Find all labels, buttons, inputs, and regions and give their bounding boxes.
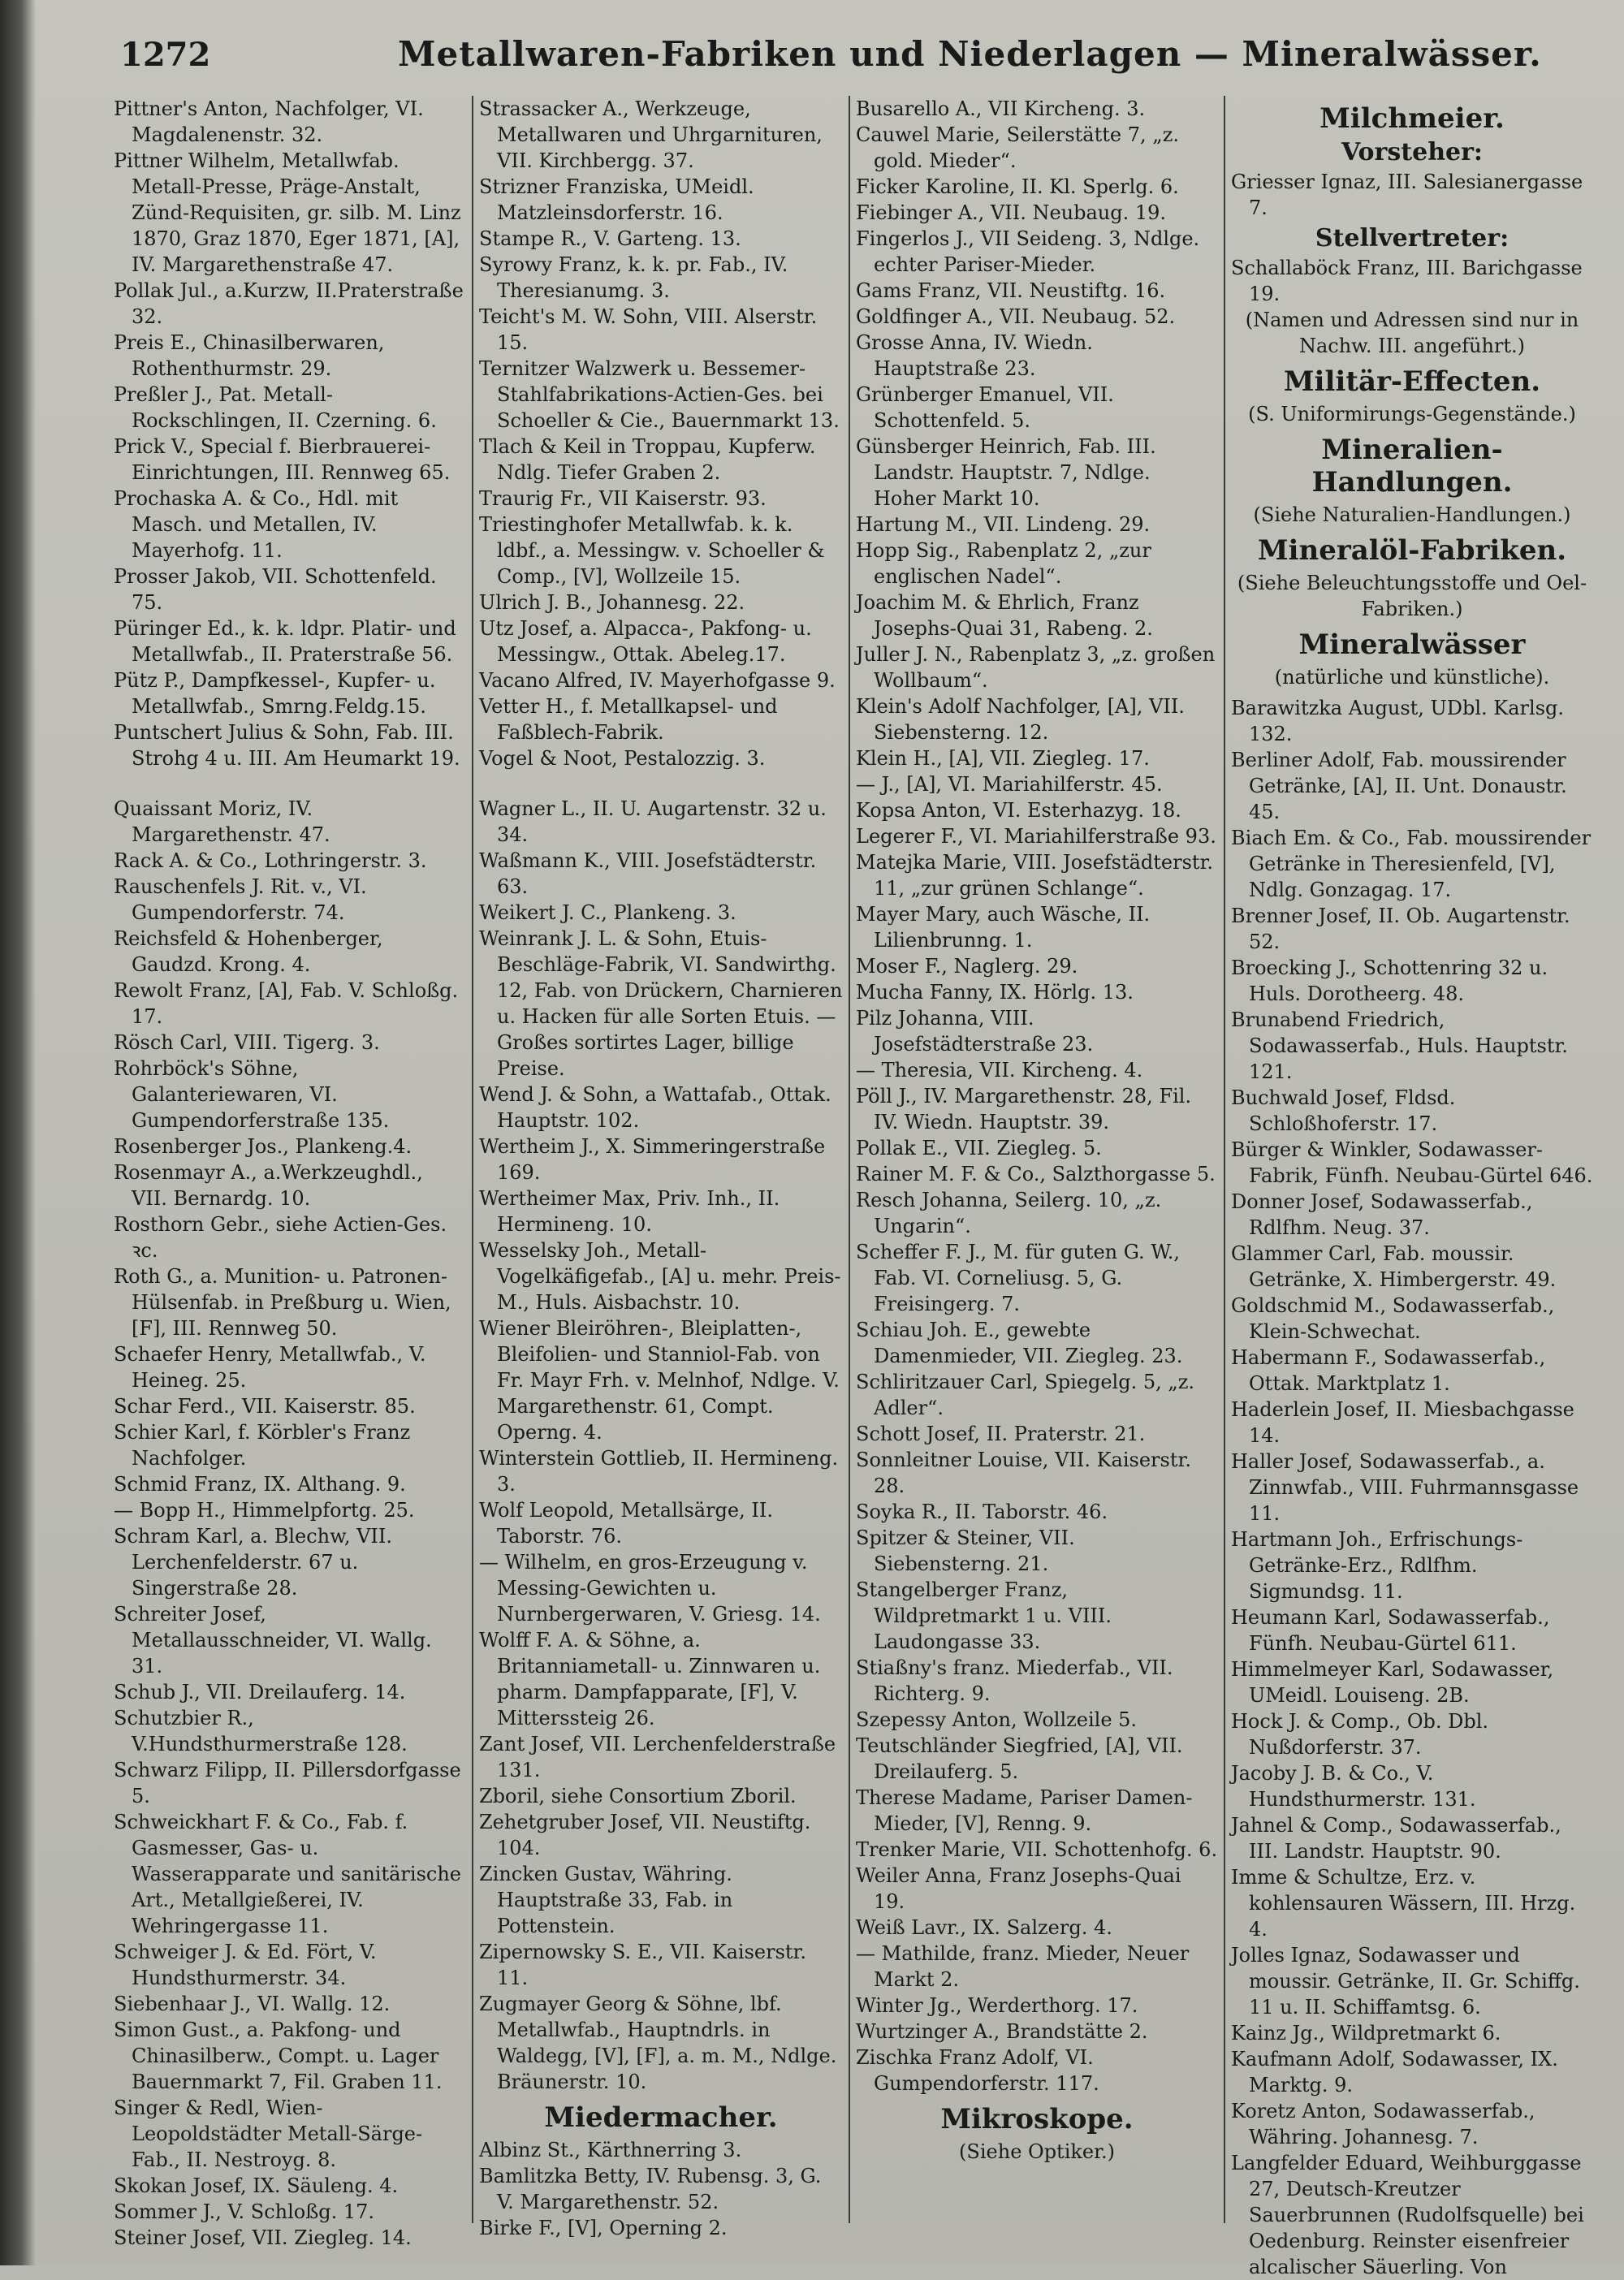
directory-entry: Jacoby J. B. & Co., V. Hundsthurmerstr. 131. [1231,1762,1476,1811]
section-heading: Miedermacher. [544,2101,778,2134]
directory-entry: Vacano Alfred, IV. Mayerhofgasse 9. [479,669,836,692]
directory-entry: Langfelder Eduard, Weihburggasse 27, Deutsch-Kreutzer Sauerbrunnen (Rudolfsquelle) bei Oedenburg. Reinster eisenfreier alcalischer Säuerling. Von [1231,2152,1584,2278]
section-note: (Siehe Optiker.) [959,2140,1115,2163]
directory-entry: Püringer Ed., k. k. ldpr. Platir- und Metallwfab., II. Praterstraße 56. [114,617,456,666]
directory-entry: Broecking J., Schottenring 32 u. Huls. Dorotheerg. 48. [1231,956,1548,1005]
directory-entry: Teicht's M. W. Sohn, VIII. Alserstr. 15. [479,305,818,354]
directory-entry: Zischka Franz Adolf, VI. Gumpendorferstr. 117. [856,2046,1099,2095]
directory-entry: Resch Johanna, Seilerg. 10, „z. Ungarin“. [856,1189,1162,1237]
directory-entry: Pittner Wilhelm, Metallwfab. Metall-Presse, Präge-Anstalt, Zünd-Requisiten, gr. silb. M. Linz 1870, Graz 1870, Eger 1871, [A], IV. Margarethenstraße 47. [114,149,461,276]
directory-entry: Schmid Franz, IX. Althang. 9. [114,1473,406,1496]
directory-entry: Schub J., VII. Dreilauferg. 14. [114,1681,406,1704]
directory-entry: Siebenhaar J., VI. Wallg. 12. [114,1993,391,2015]
directory-entry: Mayer Mary, auch Wäsche, II. Lilienbrunng. 1. [856,903,1151,952]
directory-entry: Rosenberger Jos., Plankeng.4. [114,1135,412,1158]
directory-entry: Kaufmann Adolf, Sodawasser, IX. Marktg. 9. [1231,2048,1558,2096]
directory-entry: Glammer Carl, Fab. moussir. Getränke, X. Himbergerstr. 49. [1231,1242,1557,1291]
directory-entry: — Theresia, VII. Kircheng. 4. [856,1059,1143,1082]
directory-entry: Brunabend Friedrich, Sodawasserfab., Huls. Hauptstr. 121. [1231,1008,1568,1083]
directory-entry: — Wilhelm, en gros-Erzeugung v. Messing-Gewichten u. Nurnbergerwaren, V. Griesg. 14. [479,1551,821,1626]
directory-entry: Skokan Josef, IX. Säuleng. 4. [114,2174,399,2197]
directory-entry: Hartmann Joh., Erfrischungs-Getränke-Erz., Rdlfhm. Sigmundsg. 11. [1231,1528,1523,1603]
directory-entry: Barawitzka August, UDbl. Karlsg. 132. [1231,697,1565,745]
column-rule [472,96,473,2223]
directory-entry: Rosthorn Gebr., siehe Actien-Ges. ꝛc. [114,1213,447,1262]
directory-entry: Pollak E., VII. Ziegleg. 5. [856,1137,1102,1159]
directory-entry: Weikert J. C., Plankeng. 3. [479,901,736,924]
column-rule [1224,96,1225,2223]
directory-entry: Winterstein Gottlieb, II. Hermineng. 3. [479,1447,839,1496]
directory-entry: — Mathilde, franz. Mieder, Neuer Markt 2. [856,1942,1190,1991]
directory-entry: Berliner Adolf, Fab. moussirender Getränke, [A], II. Unt. Donaustr. 45. [1231,749,1567,823]
directory-entry: Stangelberger Franz, Wildpretmarkt 1 u. VIII. Laudongasse 33. [856,1578,1112,1653]
directory-entry: Grünberger Emanuel, VII. Schottenfeld. 5. [856,383,1114,432]
section-note: (Siehe Beleuchtungsstoffe und Oel-Fabriken.) [1237,572,1587,620]
directory-entry: Zehetgruber Josef, VII. Neustiftg. 104. [479,1811,811,1859]
directory-entry: Teutschländer Siegfried, [A], VII. Dreilauferg. 5. [856,1734,1183,1783]
column-4 [1231,96,1593,2278]
directory-entry: Zincken Gustav, Währing. Hauptstraße 33, Fab. in Pottenstein. [479,1863,733,1937]
directory-entry: Spitzer & Steiner, VII. Siebensterng. 21. [856,1526,1075,1575]
directory-entry: Pittner's Anton, Nachfolger, VI. Magdalenenstr. 32. [114,97,424,146]
column-1 [114,96,464,2256]
page-number: 1272 [120,36,211,74]
directory-entry: Griesser Ignaz, III. Salesianergasse 7. [1231,171,1583,219]
directory-entry: Traurig Fr., VII Kaiserstr. 93. [479,487,767,510]
directory-entry: Wagner L., II. U. Augartenstr. 32 u. 34. [479,797,827,846]
directory-entry: Bamlitzka Betty, IV. Rubensg. 3, G. V. Margarethenstr. 52. [479,2165,822,2213]
directory-entry: Schallaböck Franz, III. Barichgasse 19. [1231,257,1583,305]
directory-entry: Prick V., Special f. Bierbrauerei-Einrichtungen, III. Rennweg 65. [114,435,451,484]
directory-entry: Wiener Bleiröhren-, Bleiplatten-, Bleifolien- und Stanniol-Fab. von Fr. Mayr Frh. v. Melnhof, Ndlge. V. Margarethenstr. 61, Compt. Operng. 4. [479,1317,840,1444]
directory-entry: Fiebinger A., VII. Neubaug. 19. [856,201,1167,224]
directory-entry: Schier Karl, f. Körbler's Franz Nachfolger. [114,1421,411,1470]
directory-entry: Quaissant Moriz, IV. Margarethenstr. 47. [114,797,330,846]
column-rule [849,96,850,2223]
directory-entry: Wesselsky Joh., Metall-Vogelkäfigefab., [A] u. mehr. Preis-M., Huls. Aisbachstr. 10. [479,1239,841,1314]
directory-entry: Pollak Jul., a.Kurzw, II.Praterstraße 32. [114,279,464,328]
directory-entry: Preßler J., Pat. Metall-Rockschlingen, II. Czerning. 6. [114,383,437,432]
directory-entry: Ficker Karoline, II. Kl. Sperlg. 6. [856,175,1179,198]
directory-entry: Rewolt Franz, [A], Fab. V. Schloßg. 17. [114,979,459,1028]
directory-entry: Rauschenfels J. Rit. v., VI. Gumpendorferstr. 74. [114,875,367,924]
directory-entry: Kopsa Anton, VI. Esterhazyg. 18. [856,799,1181,822]
section-note: (Siehe Naturalien-Handlungen.) [1253,503,1571,526]
directory-entry: Bürger & Winkler, Sodawasser-Fabrik, Fünfh. Neubau-Gürtel 646. [1231,1138,1593,1187]
directory-entry: Sommer J., V. Schloßg. 17. [114,2200,375,2223]
directory-entry: Sonnleitner Louise, VII. Kaiserstr. 28. [856,1449,1191,1497]
directory-entry: Wertheimer Max, Priv. Inh., II. Hermineng. 10. [479,1187,780,1236]
directory-entry: Pöll J., IV. Margarethenstr. 28, Fil. IV. Wiedn. Hauptstr. 39. [856,1085,1192,1134]
directory-entry: Ulrich J. B., Johannesg. 22. [479,591,745,614]
directory-entry: Schliritzauer Carl, Spiegelg. 5, „z. Adler“. [856,1371,1195,1419]
directory-entry: Schar Ferd., VII. Kaiserstr. 85. [114,1395,416,1418]
directory-entry: Strizner Franziska, UMeidl. Matzleinsdorferstr. 16. [479,175,754,224]
directory-entry: Moser F., Naglerg. 29. [856,955,1078,978]
spacer [114,771,464,796]
columns [114,96,1600,2278]
directory-entry: Schram Karl, a. Blechw, VII. Lerchenfelderstr. 67 u. Singerstraße 28. [114,1525,393,1600]
directory-entry: Tlach & Keil in Troppau, Kupferw. Ndlg. Tiefer Graben 2. [479,435,816,484]
directory-entry: Ternitzer Walzwerk u. Bessemer-Stahlfabrikations-Actien-Ges. bei Schoeller & Cie., Bauernmarkt 13. [479,357,840,432]
directory-entry: Kainz Jg., Wildpretmarkt 6. [1231,2022,1501,2045]
subheading: Vorsteher: [1341,138,1483,166]
directory-entry: Scheffer F. J., M. für guten G. W., Fab. VI. Corneliusg. 5, G. Freisingerg. 7. [856,1241,1181,1315]
directory-entry: Vetter H., f. Metallkapsel- und Faßblech-Fabrik. [479,695,778,744]
directory-entry: Prosser Jakob, VII. Schottenfeld. 75. [114,565,437,614]
directory-entry: Schweickhart F. & Co., Fab. f. Gasmesser, Gas- u. Wasserapparate und sanitärische Art., Metallgießerei, IV. Wehringergasse 11. [114,1811,461,1937]
directory-entry: Wurtzinger A., Brandstätte 2. [856,2020,1148,2043]
section-heading: Mineralwässer [1298,628,1526,661]
section-heading: Mikroskope. [940,2103,1134,2135]
directory-entry: Klein H., [A], VII. Ziegleg. 17. [856,747,1150,770]
directory-entry: Donner Josef, Sodawasserfab., Rdlfhm. Neug. 37. [1231,1190,1533,1239]
directory-entry: Albinz St., Kärthnerring 3. [479,2139,742,2161]
directory-entry: Syrowy Franz, k. k. pr. Fab., IV. Theresianumg. 3. [479,253,788,302]
directory-entry: Hock J. & Comp., Ob. Dbl. Nußdorferstr. 37. [1231,1710,1489,1759]
directory-entry: Weinrank J. L. & Sohn, Etuis-Beschläge-Fabrik, VI. Sandwirthg. 12, Fab. von Drückern, Charnieren u. Hacken für alle Sorten Etuis. — Großes sortirtes Lager, billige Preise. [479,927,843,1080]
directory-entry: Fingerlos J., VII Seideng. 3, Ndlge. echter Pariser-Mieder. [856,227,1200,276]
directory-entry: Reichsfeld & Hohenberger, Gaudzd. Krong. 4. [114,927,383,976]
column-2 [479,96,843,2256]
directory-entry: Waßmann K., VIII. Josefstädterstr. 63. [479,849,817,898]
directory-entry: Zugmayer Georg & Söhne, lbf. Metallwfab., Hauptndrls. in Waldegg, [V], [F], a. m. M., Ndlge. Bräunerstr. 10. [479,1993,837,2093]
directory-entry: Schutzbier R., V.Hundsthurmerstraße 128. [114,1707,408,1755]
directory-entry: Schreiter Josef, Metallausschneider, VI. Wallg. 31. [114,1603,432,1678]
directory-entry: Klein's Adolf Nachfolger, [A], VII. Siebensterng. 12. [856,695,1185,744]
directory-entry: Cauwel Marie, Seilerstätte 7, „z. gold. Mieder“. [856,123,1179,172]
directory-entry: Grosse Anna, IV. Wiedn. Hauptstraße 23. [856,331,1093,380]
directory-entry: Zant Josef, VII. Lerchenfelderstraße 131. [479,1733,836,1781]
spacer [479,771,843,796]
directory-entry: Szepessy Anton, Wollzeile 5. [856,1708,1138,1731]
directory-entry: Günsberger Heinrich, Fab. III. Landstr. Hauptstr. 7, Ndlge. Hoher Markt 10. [856,435,1156,510]
directory-entry: Matejka Marie, VIII. Josefstädterstr. 11, „zur grünen Schlange“. [856,851,1214,900]
directory-entry: Winter Jg., Werderthorg. 17. [856,1994,1138,2017]
subheading: Stellvertreter: [1315,224,1510,253]
directory-entry: Zboril, siehe Consortium Zboril. [479,1785,797,1807]
directory-entry: Buchwald Josef, Fldsd. Schloßhoferstr. 17. [1231,1086,1456,1135]
directory-entry: Gams Franz, VII. Neustiftg. 16. [856,279,1166,302]
directory-entry: Triestinghofer Metallwfab. k. k. ldbf., a. Messingw. v. Schoeller & Comp., [V], Wollzeile 15. [479,513,825,588]
directory-entry: Rohrböck's Söhne, Galanteriewaren, VI. Gumpendorferstraße 135. [114,1057,390,1132]
directory-entry: Wend J. & Sohn, a Wattafab., Ottak. Hauptstr. 102. [479,1083,831,1132]
directory-entry: Therese Madame, Pariser Damen-Mieder, [V], Renng. 9. [856,1786,1193,1835]
directory-entry: Haller Josef, Sodawasserfab., a. Zinnwfab., VIII. Fuhrmannsgasse 11. [1231,1450,1579,1525]
directory-entry: Koretz Anton, Sodawasserfab., Währing. Johannesg. 7. [1231,2100,1535,2148]
section-note: (Namen und Adressen sind nur in Nachw. III. angeführt.) [1245,309,1579,357]
directory-entry: Hartung M., VII. Lindeng. 29. [856,513,1151,536]
directory-entry: Strassacker A., Werkzeuge, Metallwaren und Uhrgarnituren, VII. Kirchbergg. 37. [479,97,823,172]
section-note: (S. Uniformirungs-Gegenstände.) [1248,403,1576,425]
directory-entry: Puntschert Julius & Sohn, Fab. III. Strohg 4 u. III. Am Heumarkt 19. [114,721,460,770]
directory-entry: Rack A. & Co., Lothringerstr. 3. [114,849,427,872]
directory-entry: — J., [A], VI. Mariahilferstr. 45. [856,773,1163,796]
directory-entry: Busarello A., VII Kircheng. 3. [856,97,1146,120]
section-heading: Mineralöl-Fabriken. [1257,534,1567,567]
directory-entry: Zipernowsky S. E., VII. Kaiserstr. 11. [479,1941,807,1989]
directory-entry: Singer & Redl, Wien-Leopoldstädter Metall-Särge-Fab., II. Nestroyg. 8. [114,2096,423,2171]
directory-entry: Hopp Sig., Rabenplatz 2, „zur englischen Nadel“. [856,539,1151,588]
directory-entry: Goldfinger A., VII. Neubaug. 52. [856,305,1176,328]
directory-entry: Biach Em. & Co., Fab. moussirender Getränke in Theresienfeld, [V], Ndlg. Gonzagag. 17. [1231,827,1592,901]
directory-entry: Joachim M. & Ehrlich, Franz Josephs-Quai 31, Rabeng. 2. [856,591,1153,640]
directory-entry: Wolff F. A. & Söhne, a. Britanniametall- u. Zinnwaren u. pharm. Dampfapparate, [F], V. Mitterssteig 26. [479,1629,821,1729]
directory-entry: Weiß Lavr., IX. Salzerg. 4. [856,1916,1112,1939]
directory-entry: Utz Josef, a. Alpacca-, Pakfong- u. Messingw., Ottak. Abeleg.17. [479,617,812,666]
section-note: (natürliche und künstliche). [1274,666,1550,689]
directory-entry: Stiaßny's franz. Miederfab., VII. Richterg. 9. [856,1656,1173,1705]
directory-entry: Vogel & Noot, Pestalozzig. 3. [479,747,766,770]
section-heading: Militär-Effecten. [1283,365,1541,398]
directory-entry: Stampe R., V. Garteng. 13. [479,227,741,250]
directory-entry: Steiner Josef, VII. Ziegleg. 14. [114,2226,412,2249]
directory-entry: Pütz P., Dampfkessel-, Kupfer- u. Metallwfab., Smrng.Feldg.15. [114,669,436,718]
directory-entry: Prochaska A. & Co., Hdl. mit Masch. und Metallen, IV. Mayerhofg. 11. [114,487,399,562]
directory-entry: Wolf Leopold, Metallsärge, II. Taborstr. 76. [479,1499,773,1548]
section-heading: Milchmeier. [1320,102,1505,135]
directory-entry: Rosenmayr A., a.Werkzeughdl., VII. Bernardg. 10. [114,1161,423,1210]
directory-entry: Goldschmid M., Sodawasserfab., Klein-Schwechat. [1231,1294,1555,1343]
directory-entry: Preis E., Chinasilberwaren, Rothenthurmstr. 29. [114,331,385,380]
directory-entry: Soyka R., II. Taborstr. 46. [856,1501,1108,1523]
directory-entry: Jolles Ignaz, Sodawasser und moussir. Getränke, II. Gr. Schiffg. 11 u. II. Schiffamtsg. 6. [1231,1944,1580,2019]
directory-entry: Himmelmeyer Karl, Sodawasser, UMeidl. Louiseng. 2B. [1231,1658,1554,1707]
directory-entry: Schwarz Filipp, II. Pillersdorfgasse 5. [114,1759,461,1807]
running-title: Metallwaren-Fabriken und Niederlagen — Mineralwässer. [398,34,1542,74]
directory-entry: Heumann Karl, Sodawasserfab., Fünfh. Neubau-Gürtel 611. [1231,1606,1550,1655]
directory-entry: Legerer F., VI. Mariahilferstraße 93. [856,825,1216,848]
directory-entry: Birke F., [V], Operning 2. [479,2217,728,2239]
page-header [106,31,1542,88]
directory-entry: Habermann F., Sodawasserfab., Ottak. Marktplatz 1. [1231,1346,1546,1395]
directory-entry: Haderlein Josef, II. Miesbachgasse 14. [1231,1398,1574,1447]
directory-entry: Rösch Carl, VIII. Tigerg. 3. [114,1031,380,1054]
directory-entry: Roth G., a. Munition- u. Patronen-Hülsenfab. in Preßburg u. Wien, [F], III. Rennweg 50. [114,1265,451,1340]
directory-entry: Schaefer Henry, Metallwfab., V. Heineg. 25. [114,1343,426,1392]
directory-entry: Mucha Fanny, IX. Hörlg. 13. [856,981,1134,1004]
directory-entry: Trenker Marie, VII. Schottenhofg. 6. [856,1838,1218,1861]
directory-entry: Simon Gust., a. Pakfong- und Chinasilberw., Compt. u. Lager Bauernmarkt 7, Fil. Graben 11. [114,2019,443,2093]
directory-entry: Schweiger J. & Ed. Fört, V. Hundsthurmerstr. 34. [114,1941,377,1989]
directory-entry: Wertheim J., X. Simmeringerstraße 169. [479,1135,826,1184]
column-3 [856,96,1218,2256]
directory-entry: Schott Josef, II. Praterstr. 21. [856,1423,1146,1445]
directory-entry: — Bopp H., Himmelpfortg. 25. [114,1499,415,1522]
directory-entry: Jahnel & Comp., Sodawasserfab., III. Landstr. Hauptstr. 90. [1231,1814,1561,1863]
directory-entry: Rainer M. F. & Co., Salzthorgasse 5. [856,1163,1216,1185]
directory-entry: Schiau Joh. E., gewebte Damenmieder, VII. Ziegleg. 23. [856,1319,1183,1367]
directory-entry: Juller J. N., Rabenplatz 3, „z. großen Wollbaum“. [856,643,1216,692]
section-heading: Mineralien-Handlungen. [1311,434,1513,499]
directory-entry: Imme & Schultze, Erz. v. kohlensauren Wässern, III. Hrzg. 4. [1231,1866,1576,1941]
directory-entry: Pilz Johanna, VIII. Josefstädterstraße 23. [856,1007,1094,1056]
directory-entry: Weiler Anna, Franz Josephs-Quai 19. [856,1864,1181,1913]
directory-entry: Brenner Josef, II. Ob. Augartenstr. 52. [1231,905,1570,953]
